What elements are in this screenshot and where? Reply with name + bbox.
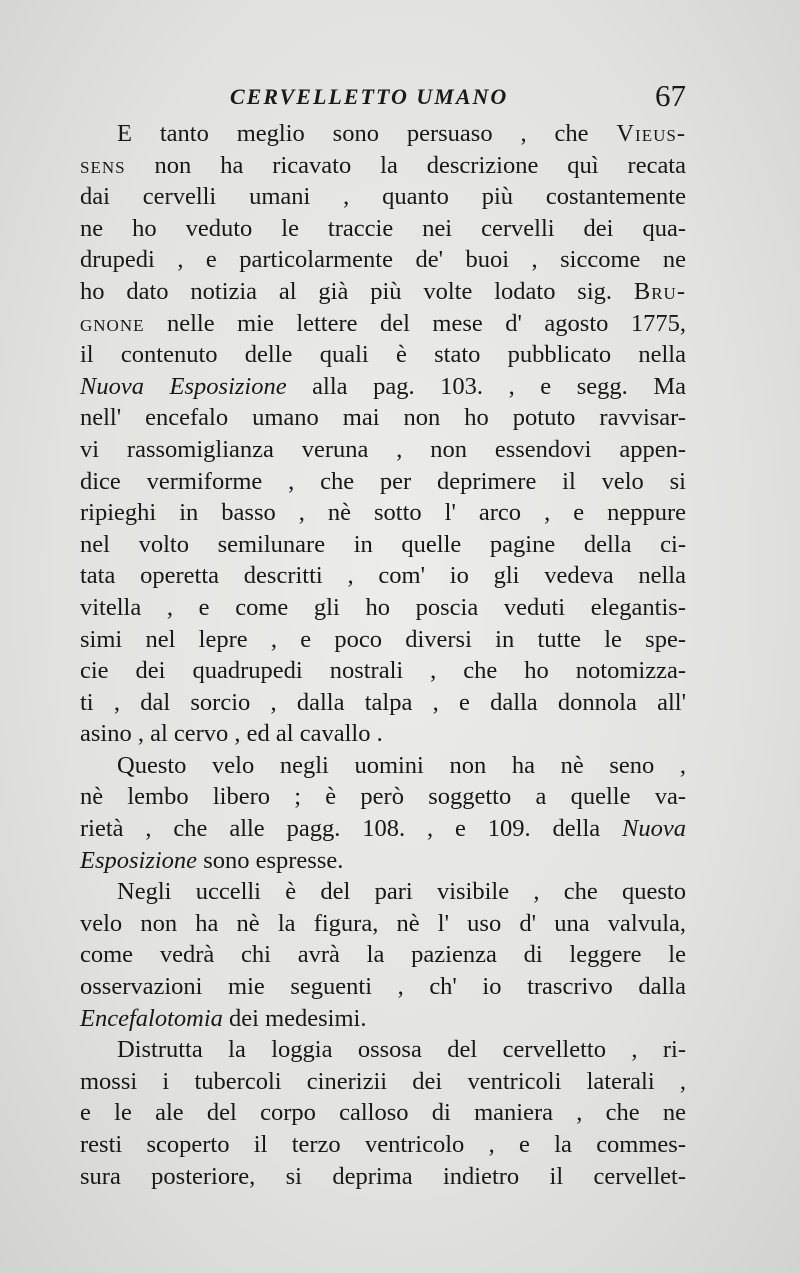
- text-line: [80, 213, 686, 245]
- text-line: [80, 655, 686, 687]
- text-segment: nel volto semilunare in quelle pagine della ci-: [80, 530, 686, 558]
- text-line: [80, 339, 686, 371]
- text-segment: sens: [80, 151, 126, 179]
- text-segment: alla pag. 103. , e segg. Ma: [286, 372, 686, 400]
- text-line: [80, 497, 686, 529]
- text-segment: osservazioni mie seguenti , ch' io trascrivo dalla: [80, 973, 686, 1001]
- text-line: [80, 750, 686, 782]
- text-line: [80, 434, 686, 466]
- text-line: [80, 1066, 686, 1098]
- text-line: [80, 939, 686, 971]
- text-line: [80, 1034, 686, 1066]
- text-segment: cie dei quadrupedi nostrali , che ho notomizza-: [80, 657, 686, 685]
- text-segment: asino , al cervo , ed al cavallo .: [80, 720, 383, 748]
- page-header: [80, 78, 686, 114]
- text-segment: mossi i tubercoli cinerizii dei ventricoli laterali ,: [80, 1067, 686, 1095]
- text-segment: ripieghi in basso , nè sotto l' arco , e neppure: [80, 499, 686, 527]
- text-line: [80, 813, 686, 845]
- text-segment: gnone: [80, 309, 145, 337]
- text-line: [80, 371, 686, 403]
- running-head: CERVELLETTO UMANO: [230, 84, 509, 109]
- text-segment: come vedrà chi avrà la pazienza di leggere le: [80, 941, 686, 969]
- text-line: [80, 308, 686, 340]
- text-line: [80, 718, 686, 750]
- text-segment: ti , dal sorcio , dalla talpa , e dalla donnola all': [80, 688, 686, 716]
- text-segment: nelle mie lettere del mese d' agosto 1775,: [144, 309, 686, 337]
- text-line: [80, 402, 686, 434]
- text-segment: dice vermiforme , che per deprimere il velo si: [80, 467, 686, 495]
- text-segment: nell' encefalo umano mai non ho potuto ravvisar-: [80, 404, 686, 432]
- text-segment: non ha ricavato la descrizione quì recata: [125, 151, 686, 179]
- text-line: [80, 624, 686, 656]
- text-segment: Esposizione: [80, 846, 198, 874]
- text-segment: ho dato notizia al già più volte lodato sig.: [80, 277, 634, 305]
- text-line: [80, 118, 686, 150]
- text-segment: Nuova Esposizione: [80, 372, 287, 400]
- text-segment: vitella , e come gli ho poscia veduti elegantis-: [80, 593, 686, 621]
- text-line: [80, 1161, 686, 1193]
- text-line: [80, 150, 686, 182]
- text-segment: Bru-: [633, 277, 686, 305]
- text-segment: simi nel lepre , e poco diversi in tutte le spe-: [80, 625, 686, 653]
- text-line: [80, 276, 686, 308]
- text-segment: drupedi , e particolarmente de' buoi , siccome ne: [80, 246, 686, 274]
- text-line: [80, 687, 686, 719]
- text-segment: Questo velo negli uomini non ha nè seno ,: [117, 751, 686, 779]
- text-segment: Nuova: [622, 815, 686, 843]
- text-line: [80, 845, 686, 877]
- text-segment: velo non ha nè la figura, nè l' uso d' una valvula,: [80, 909, 686, 937]
- text-segment: Distrutta la loggia ossosa del cervelletto , ri-: [117, 1036, 686, 1064]
- text-segment: e le ale del corpo calloso di maniera , che ne: [80, 1099, 686, 1127]
- text-line: [80, 1097, 686, 1129]
- text-segment: il contenuto delle quali è stato pubblicato nella: [80, 341, 686, 369]
- text-segment: Negli uccelli è del pari visibile , che questo: [117, 878, 686, 906]
- text-line: [80, 1129, 686, 1161]
- text-segment: vi rassomiglianza veruna , non essendovi appen-: [80, 435, 686, 463]
- text-segment: Vieus-: [616, 120, 686, 147]
- text-line: [80, 781, 686, 813]
- text-segment: dai cervelli umani , quanto più costantemente: [80, 183, 686, 211]
- body-text: [80, 118, 686, 1192]
- text-segment: sono espresse.: [197, 846, 344, 874]
- text-line: [80, 466, 686, 498]
- text-line: [80, 244, 686, 276]
- text-line: [80, 876, 686, 908]
- text-segment: ne ho veduto le traccie nei cervelli dei qua-: [80, 214, 686, 242]
- text-line: [80, 1003, 686, 1035]
- text-line: [80, 181, 686, 213]
- text-segment: resti scoperto il terzo ventricolo , e la commes-: [80, 1131, 686, 1158]
- text-segment: dei medesimi.: [222, 1004, 367, 1032]
- text-segment: E tanto meglio sono persuaso , che: [117, 120, 617, 147]
- text-segment: tata operetta descritti , com' io gli vedeva nella: [80, 562, 686, 590]
- text-segment: nè lembo libero ; è però soggetto a quelle va-: [80, 783, 686, 811]
- text-line: [80, 529, 686, 561]
- text-line: [80, 560, 686, 592]
- text-segment: sura posteriore, si deprima indietro il cervellet-: [80, 1162, 686, 1190]
- text-line: [80, 971, 686, 1003]
- page-number: 67: [655, 78, 686, 113]
- text-segment: Encefalotomia: [80, 1004, 223, 1032]
- text-line: [80, 908, 686, 940]
- text-line: [80, 592, 686, 624]
- text-segment: rietà , che alle pagg. 108. , e 109. della: [80, 815, 623, 843]
